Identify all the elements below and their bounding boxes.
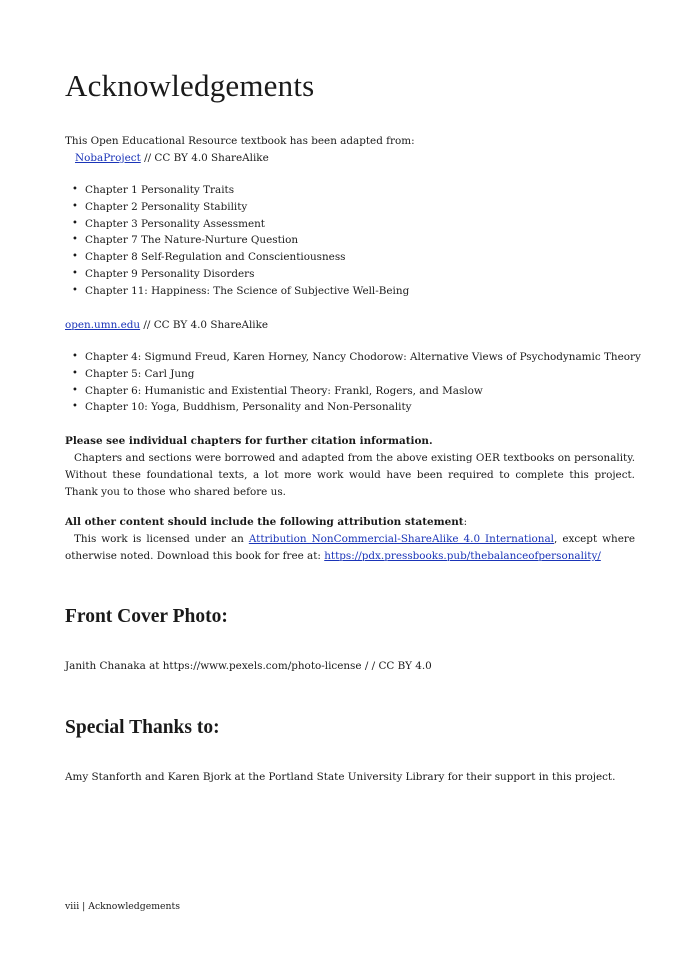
- footer-page-number: viii: [65, 901, 80, 912]
- open-umn-link[interactable]: open.umn.edu: [65, 319, 141, 331]
- umn-chapter-list: [65, 349, 641, 416]
- intro-block: [65, 133, 635, 167]
- attribution-heading-colon: :: [463, 516, 468, 528]
- list-item: • Chapter 7 The Nature-Nurture Question: [85, 232, 635, 249]
- attribution-heading: [65, 514, 635, 531]
- attribution-heading-text: All other content should include the following attribution statement: [65, 516, 464, 528]
- citation-heading: Please see individual chapters for further citation information.: [65, 435, 433, 447]
- list-item: • Chapter 11: Happiness: The Science of Subjective Well-Being: [85, 283, 635, 300]
- source1-line: [65, 150, 635, 167]
- citation-paragraph: Chapters and sections were borrowed and adapted from the above existing OER textbooks on personality. Without these foundational texts, a lot more work would have been required to complete this project. Thank you to those who shared before us.: [65, 452, 635, 498]
- list-item: • Chapter 9 Personality Disorders: [85, 266, 635, 283]
- list-item: • Chapter 10: Yoga, Buddhism, Personality and Non-Personality: [85, 399, 635, 416]
- noba-project-link[interactable]: NobaProject: [75, 152, 141, 164]
- footer-separator: |: [79, 901, 89, 912]
- source2-license: // CC BY 4.0 ShareAlike: [140, 319, 269, 331]
- list-item: • Chapter 3 Personality Assessment: [85, 216, 635, 233]
- cover-photo-heading: Front Cover Photo:: [65, 606, 228, 627]
- citation-block: [65, 433, 635, 501]
- list-item: • Chapter 4: Sigmund Freud, Karen Horney, Nancy Chodorow: Alternative Views of Psychodynamic Theory: [85, 349, 635, 366]
- noba-chapter-list: [65, 182, 635, 300]
- list-item: • Chapter 6: Humanistic and Existential Theory: Frankl, Rogers, and Maslow: [85, 383, 635, 400]
- book-download-link[interactable]: https://pdx.pressbooks.pub/thebalanceofpersonality/: [324, 550, 601, 562]
- cover-photo-text: Janith Chanaka at https://www.pexels.com/photo-license / / CC BY 4.0: [65, 660, 432, 672]
- page-footer: [65, 901, 180, 912]
- source1-license: // CC BY 4.0 ShareAlike: [140, 152, 269, 164]
- attribution-block: [65, 514, 635, 565]
- special-thanks-text: Amy Stanforth and Karen Bjork at the Portland State University Library for their support in this project.: [65, 771, 616, 783]
- attribution-paragraph: [65, 531, 635, 565]
- special-thanks-heading: Special Thanks to:: [65, 717, 220, 738]
- source2-line: [65, 317, 635, 334]
- list-item: • Chapter 5: Carl Jung: [85, 366, 635, 383]
- list-item: • Chapter 2 Personality Stability: [85, 199, 635, 216]
- footer-section: Acknowledgements: [88, 901, 181, 912]
- attribution-text-middle: , except where otherwise noted. Download this book for free at:: [65, 533, 635, 562]
- page-title: Acknowledgements: [65, 68, 315, 103]
- attribution-text-before: This work is licensed under an: [74, 533, 249, 545]
- list-item: • Chapter 8 Self-Regulation and Conscientiousness: [85, 249, 635, 266]
- license-link[interactable]: Attribution NonCommercial-ShareAlike 4.0 International: [248, 533, 555, 545]
- intro-line: This Open Educational Resource textbook has been adapted from:: [65, 135, 415, 147]
- list-item: • Chapter 1 Personality Traits: [85, 182, 635, 199]
